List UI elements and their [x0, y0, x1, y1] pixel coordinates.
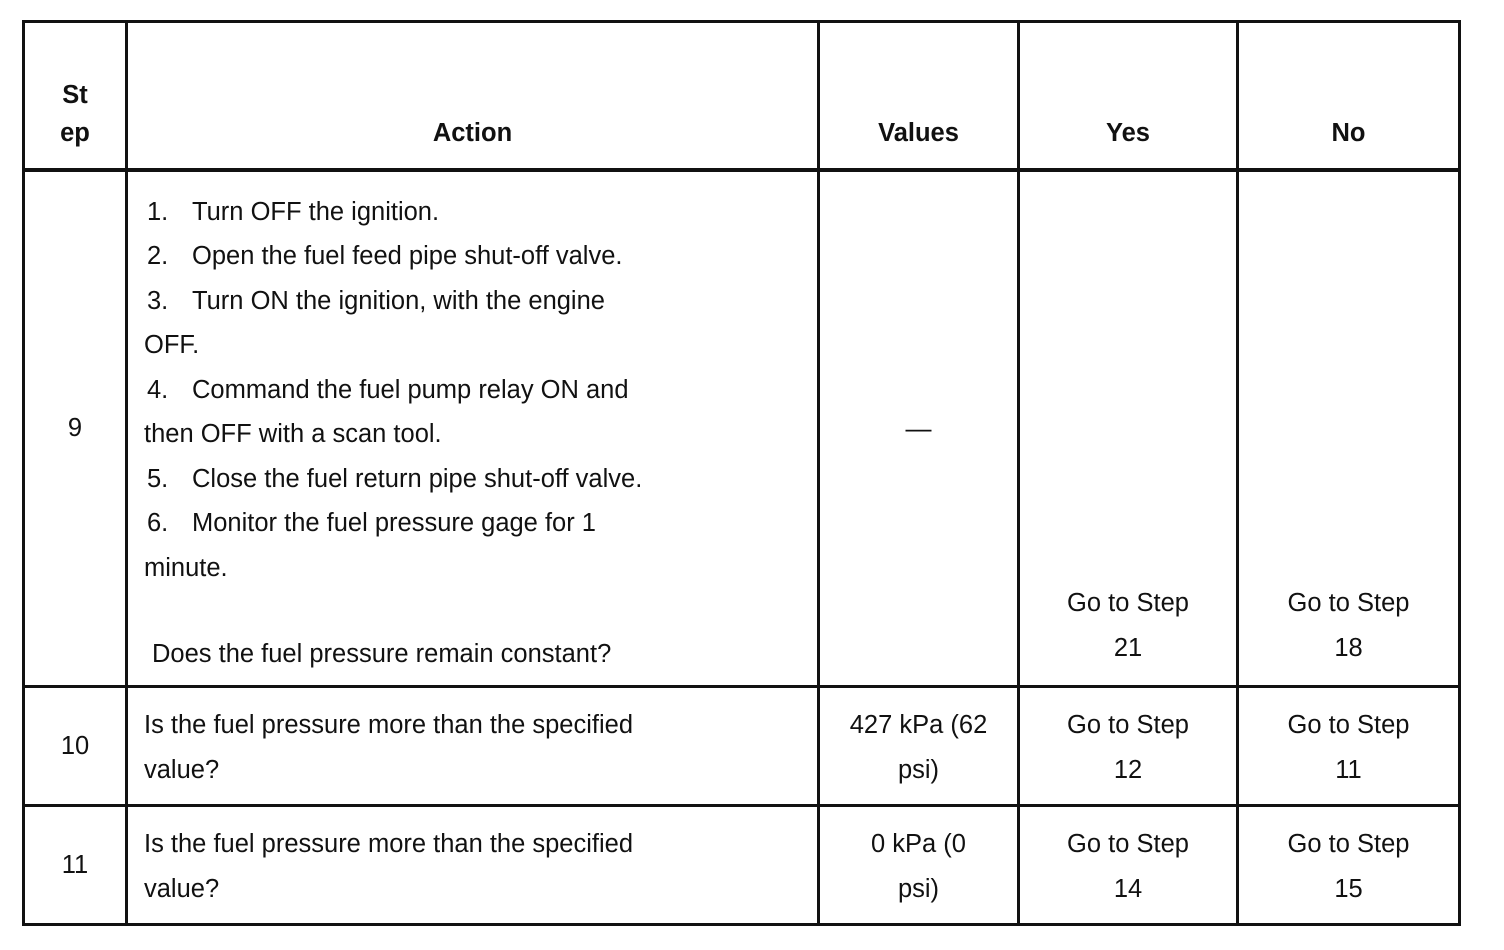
no-cell [1238, 687, 1460, 806]
table-row-step-9 [24, 170, 1460, 687]
yes-goto-label: Go to Step [1067, 830, 1189, 858]
step-number: 11 [24, 806, 127, 925]
yes-cell [1019, 687, 1238, 806]
action-line: value? [144, 874, 220, 903]
action-item: 2. Open the fuel feed pipe shut-off valve. [147, 242, 623, 270]
yes-goto-label: Go to Step [1067, 589, 1189, 617]
no-goto-label: Go to Step [1287, 711, 1410, 739]
values-line: 427 kPa (62 [849, 711, 988, 739]
action-item: 1. Turn OFF the ignition. [147, 197, 440, 226]
header-step-line2: ep [60, 118, 90, 147]
action-list [144, 190, 807, 591]
action-cell [127, 170, 819, 687]
action-line: Is the fuel pressure more than the specified [144, 830, 634, 858]
no-goto-label: Go to Step [1287, 589, 1410, 617]
step-number: 9 [24, 170, 127, 687]
no-goto-step: 11 [1335, 755, 1362, 784]
table-row-step-11 [24, 806, 1460, 925]
yes-goto-step: 12 [1113, 755, 1143, 784]
values-cell [819, 687, 1019, 806]
yes-cell [1019, 806, 1238, 925]
diagnostic-table [22, 20, 1461, 926]
action-item: 5. Close the fuel return pipe shut-off valve. [147, 464, 643, 493]
yes-cell [1019, 170, 1238, 687]
values-cell [819, 806, 1019, 925]
yes-goto-step: 14 [1113, 874, 1143, 903]
values-line: psi) [897, 874, 940, 903]
action-line: value? [144, 755, 220, 784]
values-cell [819, 170, 1019, 687]
header-step [24, 22, 127, 170]
header-yes: Yes [1019, 22, 1238, 170]
no-goto-step: 18 [1334, 633, 1363, 662]
action-line: Is the fuel pressure more than the specified [144, 711, 634, 739]
header-values: Values [819, 22, 1019, 170]
values-dash: — [905, 412, 932, 443]
values-line: psi) [897, 755, 940, 784]
header-step-line1: St [62, 80, 88, 109]
no-cell [1238, 170, 1460, 687]
table-row-step-10 [24, 687, 1460, 806]
action-question: Does the fuel pressure remain constant? [152, 640, 612, 668]
no-goto-label: Go to Step [1287, 830, 1410, 858]
action-item: 4. Command the fuel pump relay ON and then OFF with a scan tool. [144, 375, 629, 448]
header-row [24, 22, 1460, 170]
no-goto-step: 15 [1334, 874, 1363, 903]
yes-goto-label: Go to Step [1067, 711, 1189, 739]
action-item: 6. Monitor the fuel pressure gage for 1 minute. [144, 509, 596, 582]
no-cell [1238, 806, 1460, 925]
header-action: Action [127, 22, 819, 170]
yes-goto-step: 21 [1113, 633, 1143, 662]
step-number: 10 [24, 687, 127, 806]
values-line: 0 kPa (0 [871, 830, 966, 858]
action-cell [127, 806, 819, 925]
header-no: No [1238, 22, 1460, 170]
action-cell [127, 687, 819, 806]
action-item: 3. Turn ON the ignition, with the engine OFF. [144, 286, 605, 359]
